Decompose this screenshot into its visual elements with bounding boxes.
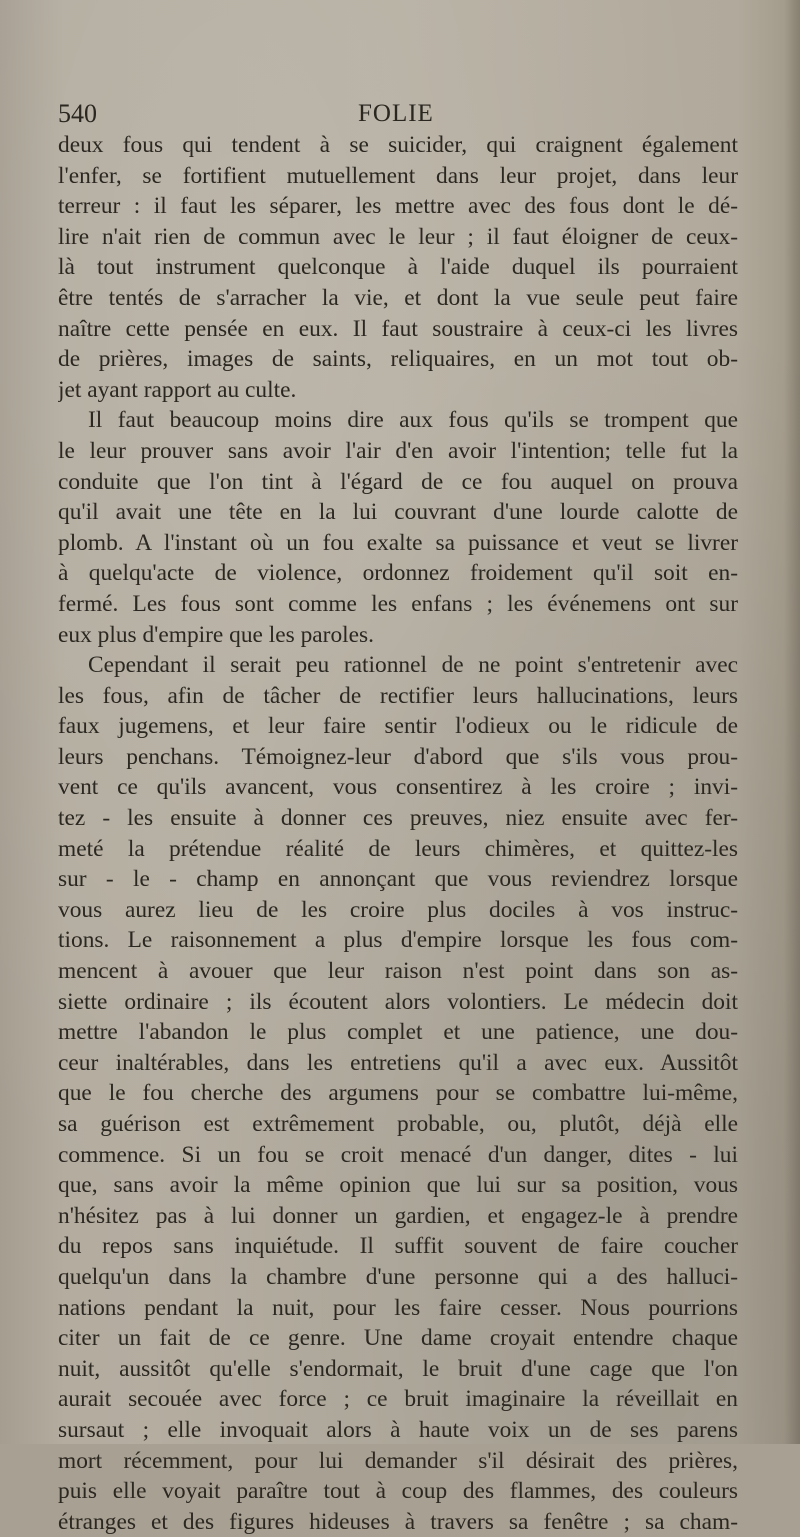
text-line: ceur inaltérables, dans les entretiens qu'il a avec eux. Aussitôt <box>58 1049 738 1076</box>
text-line: aurait secouée avec force ; ce bruit imaginaire la réveillait en <box>58 1386 738 1413</box>
body-text <box>58 130 738 1537</box>
text-line: Cependant il serait peu rationnel de ne point s'entretenir avec <box>88 652 738 679</box>
text-line: eux plus d'empire que les paroles. <box>58 621 375 648</box>
running-title: FOLIE <box>358 100 434 127</box>
text-line: être tentés de s'arracher la vie, et dont la vue seule peut faire <box>58 284 738 311</box>
text-line: quelqu'un dans la chambre d'une personne qui a des halluci- <box>58 1263 738 1290</box>
text-line: leurs penchans. Témoignez-leur d'abord que s'ils vous prou- <box>58 743 738 770</box>
text-line: mort récemment, pour lui demander s'il désirait des prières, <box>58 1447 738 1474</box>
text-line: n'hésitez pas à lui donner un gardien, et engagez-le à prendre <box>58 1202 738 1229</box>
text-line: citer un fait de ce genre. Une dame croyait entendre chaque <box>58 1325 738 1352</box>
text-line: de prières, images de saints, reliquaires, en un mot tout ob- <box>58 346 738 373</box>
text-line: lire n'ait rien de commun avec le leur ; il faut éloigner de ceux- <box>58 223 738 250</box>
text-line: les fous, afin de tâcher de rectifier leurs hallucinations, leurs <box>58 682 738 709</box>
page-header <box>58 94 738 134</box>
text-line: fermé. Les fous sont comme les enfans ; les événemens ont sur <box>58 590 738 617</box>
text-line: étranges et des figures hideuses à travers sa fenêtre ; sa cham- <box>58 1508 738 1535</box>
text-line: le leur prouver sans avoir l'air d'en avoir l'intention; telle fut la <box>58 437 738 464</box>
text-line: meté la prétendue réalité de leurs chimères, et quittez-les <box>58 835 738 862</box>
text-line: là tout instrument quelconque à l'aide duquel ils pourraient <box>58 254 738 281</box>
text-line: sur - le - champ en annonçant que vous reviendrez lorsque <box>58 866 738 893</box>
text-line: puis elle voyait paraître tout à coup des flammes, des couleurs <box>58 1478 738 1505</box>
text-line: tez - les ensuite à donner ces preuves, niez ensuite avec fer- <box>58 805 738 832</box>
page-number: 540 <box>58 99 97 128</box>
text-line: qu'il avait une tête en la lui couvrant d'une lourde calotte de <box>58 499 738 526</box>
text-line: vent ce qu'ils avancent, vous consentirez à les croire ; invi- <box>58 774 738 801</box>
text-line: mettre l'abandon le plus complet et une patience, une dou- <box>58 1019 738 1046</box>
text-line: du repos sans inquiétude. Il suffit souvent de faire coucher <box>58 1233 738 1260</box>
text-line: tions. Le raisonnement a plus d'empire lorsque les fous com- <box>58 927 738 954</box>
text-line: deux fous qui tendent à se suicider, qui craignent également <box>58 132 738 158</box>
text-line: plomb. A l'instant où un fou exalte sa puissance et veut se livrer <box>58 529 738 556</box>
text-line: vous aurez lieu de les croire plus dociles à vos instruc- <box>58 896 738 923</box>
text-line: terreur : il faut les séparer, les mettre avec des fous dont le dé- <box>58 193 738 220</box>
text-line: nuit, aussitôt qu'elle s'endormait, le bruit d'une cage que l'on <box>58 1355 738 1382</box>
text-line: conduite que l'on tint à l'égard de ce fou auquel on prouva <box>58 468 738 495</box>
text-line: faux jugemens, et leur faire sentir l'odieux ou le ridicule de <box>58 713 738 740</box>
text-line: nations pendant la nuit, pour les faire cesser. Nous pourrions <box>58 1294 738 1321</box>
text-line: mencent à avouer que leur raison n'est point dans son as- <box>58 958 738 985</box>
text-line: que, sans avoir la même opinion que lui sur sa position, vous <box>58 1172 738 1199</box>
text-line: l'enfer, se fortifient mutuellement dans leur projet, dans leur <box>58 162 738 189</box>
text-line: que le fou cherche des argumens pour se combattre lui-même, <box>58 1080 738 1107</box>
text-line: siette ordinaire ; ils écoutent alors volontiers. Le médecin doit <box>58 988 738 1015</box>
text-line: sursaut ; elle invoquait alors à haute voix un de ses parens <box>58 1416 738 1443</box>
text-line: à quelqu'acte de violence, ordonnez froidement qu'il soit en- <box>58 560 738 587</box>
page-edge-shadow <box>784 0 800 1444</box>
text-line: commence. Si un fou se croit menacé d'un danger, dites - lui <box>58 1141 738 1168</box>
text-line: sa guérison est extrêmement probable, ou, plutôt, déjà elle <box>58 1111 738 1137</box>
text-line: naître cette pensée en eux. Il faut soustraire à ceux-ci les livres <box>58 315 738 342</box>
text-line: Il faut beaucoup moins dire aux fous qu'ils se trompent que <box>88 407 738 434</box>
text-line: jet ayant rapport au culte. <box>58 376 297 403</box>
